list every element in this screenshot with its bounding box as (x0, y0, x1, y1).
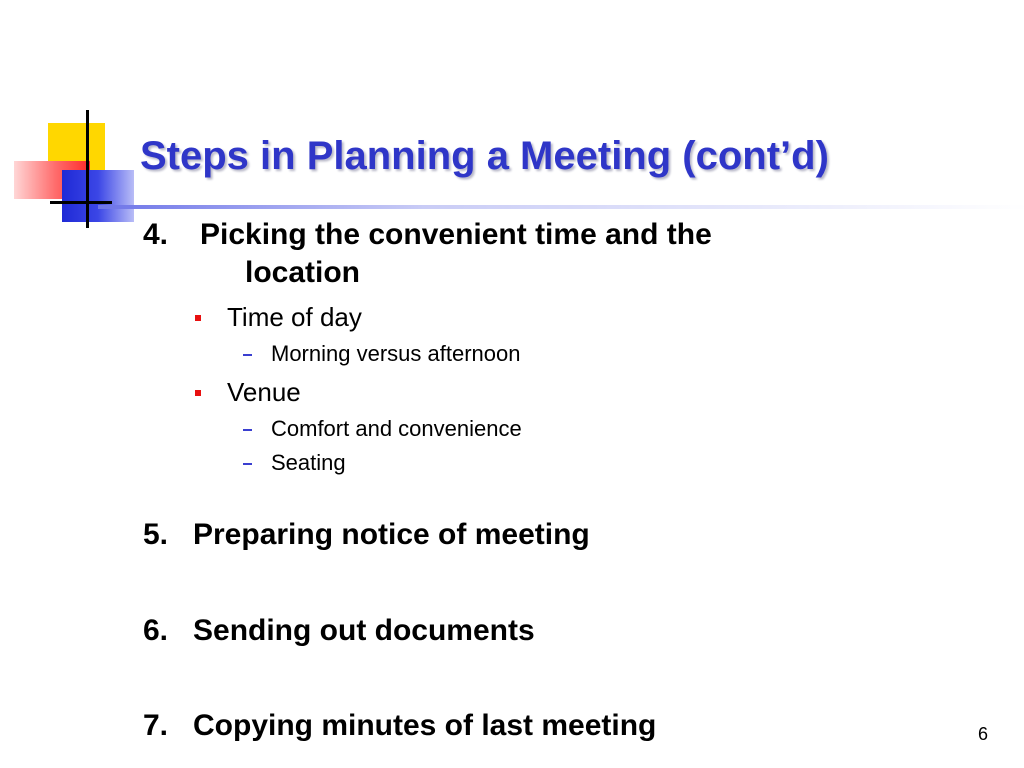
bullet-marker-icon (195, 390, 201, 396)
sub-sub-bullet-morning (271, 340, 520, 368)
list-item-number: 4. (143, 218, 169, 251)
dash-marker-icon (243, 429, 252, 431)
list-item-text-continued: location (245, 256, 361, 289)
sub-bullet-text: Time of day (227, 302, 362, 332)
sub-sub-bullet-comfort (271, 415, 522, 443)
list-item-text: Copying minutes of last meeting (193, 709, 657, 742)
list-item-text: Sending out documents (193, 614, 535, 647)
list-item-number: 5. (143, 518, 169, 551)
sub-sub-bullet-text: Comfort and convenience (271, 416, 522, 441)
sub-sub-bullet-text: Morning versus afternoon (271, 341, 521, 366)
list-item-text: Picking the convenient time and the (200, 218, 712, 251)
dash-marker-icon (243, 463, 252, 465)
sub-sub-bullet-seating (271, 449, 346, 477)
list-item-text: Preparing notice of meeting (193, 518, 590, 551)
dash-marker-icon (243, 354, 252, 356)
bullet-marker-icon (195, 315, 201, 321)
sub-sub-bullet-text: Seating (271, 450, 346, 475)
sub-bullet-time-of-day (227, 301, 362, 333)
list-item-number: 7. (143, 709, 169, 742)
sub-bullet-venue (227, 376, 301, 408)
slide-title: Steps in Planning a Meeting (cont’d) (140, 134, 829, 178)
page-number: 6 (978, 724, 989, 744)
list-item-number: 6. (143, 614, 169, 647)
sub-bullet-text: Venue (227, 377, 301, 407)
